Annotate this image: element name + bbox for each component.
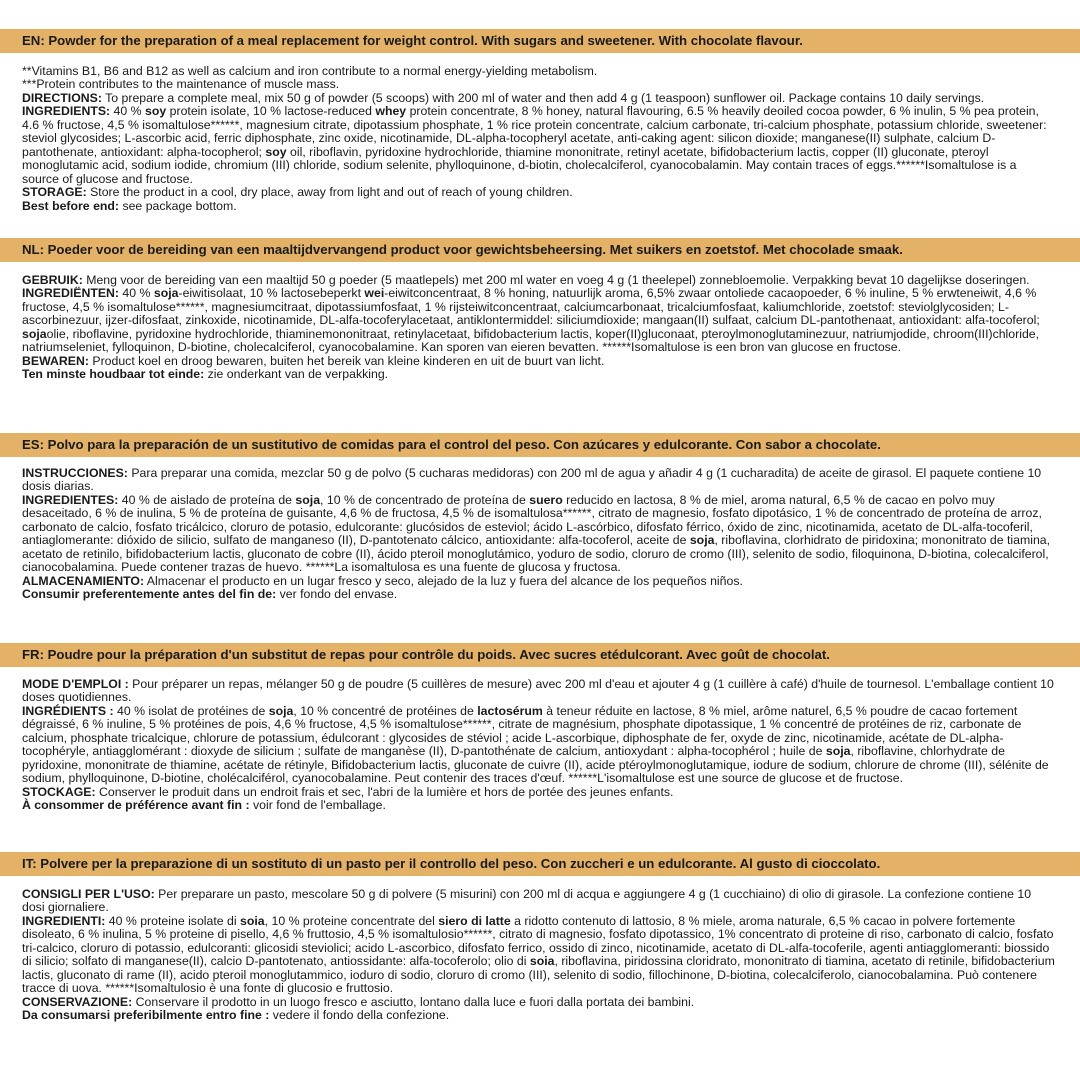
bold-term: soja xyxy=(153,286,179,301)
bold-term: wei xyxy=(364,286,385,301)
label-paragraph xyxy=(22,996,1056,1009)
bold-term: INSTRUCCIONES: xyxy=(22,466,128,480)
bold-term: soja xyxy=(268,703,294,718)
label-paragraph xyxy=(22,92,1056,186)
section-body-es xyxy=(22,467,1056,602)
section-header-it: IT: Polvere per la preparazione di un sostituto di un pasto per il controllo del peso. Con zuccheri e un edulcorante. Al gusto di cioccolato. xyxy=(0,852,1080,876)
text-run: protein isolate, 10 % lactose-reduced xyxy=(166,104,376,119)
text-run: 40 % de aislado de proteína de xyxy=(118,492,296,507)
text-run: Conserver le produit dans un endroit frais et sec, l'abri de la lumière et hors de portée des jeunes enfants. xyxy=(95,784,674,799)
text-run: ver fondo del envase. xyxy=(276,587,398,602)
bold-term: soy xyxy=(145,104,167,119)
label-paragraph xyxy=(22,186,1056,199)
section-body-nl xyxy=(22,274,1056,382)
bold-term: soia xyxy=(240,913,265,928)
section-header-fr: FR: Poudre pour la préparation d'un substitut de repas pour contrôle du poids. Avec sucres etédulcorant. Avec goût de chocolat. xyxy=(0,643,1080,667)
text-run: , riboflavina, piridossina cloridrato, mononitrato di tiamina, acetato di retinile, bifidobacterium lactis, gluconato di rame (II), acido pteroil monoglutammico, ioduro di sodio, cloruro di cromo (III), selenito di sodio, fillochinone, D-biotina, colecalciferolo, cianocobalamina. Può contenere tracce di uova. ******Isomaltulosio è una fonte di glucosio e fruttosio. xyxy=(22,954,1055,996)
text-run: vedere il fondo della confezione. xyxy=(269,1008,450,1023)
bold-term: whey xyxy=(375,104,407,119)
text-run: à teneur réduite en lactose, 8 % miel, arôme naturel, 6,5 % poudre de cacao fortement dégraissé, 6 % inuline, 5 % protéines de pois, 4,6 % fructose, 4,5 % isomaltulose******, citrate de magnésium, phosphate dipotassique, 1 % concentré de protéines de riz, carbonate de calcium, phosphate tricalcique, chlorure de potassium, édulcorant : glycosides de stéviol ; acide L-ascorbique, diphosphate de fer, oxyde de zinc, nicotinamide, acétate de DL-alpha-tocophéryle, antiagglomérant : dioxyde de silicium ; sulfate de manganèse (II), D-pantothénate de calcium, antioxydant : alpha-tocophérol ; huile de xyxy=(22,703,1022,759)
text-run: -eiwitconcentraat, 8 % honing, natuurlijk aroma, 6,5% zwaar ontoliede cacaopoeder, 6 % inuline, 5 % erwteneiwit, 4,6 % fructose, 4,5 % isomaltulose******, magnesiumcitraat, dipotassiumfosfaat, 1 % rijsteiwitconcentraat, calciumcarbonaat, tricalciumfosfaat, kaliumchloride, zoetstof: steviolglycosiden; L-ascorbinezuur, ijzer-difosfaat, zinkoxide, nicotinamide, DL-alfa-tocoferylacetaat, antiklontermiddel: siliciumdioxide; mangaan(II) sulfaat, calcium DL-pantothenaat, antioxidant: alfa-tocoferol; xyxy=(22,286,1040,328)
text-run: 40 % xyxy=(119,286,154,301)
label-paragraph xyxy=(22,65,1056,78)
text-run: Pour préparer un repas, mélanger 50 g de poudre (5 cuillères de mesure) avec 200 ml d'eau et ajouter 4 g (1 cuillère à café) d'huile de tournesol. L'emballage contient 10 doses quotidiennes. xyxy=(22,677,1054,705)
label-paragraph xyxy=(22,494,1056,575)
text-run: olie, riboflavine, pyridoxine hydrochloride, thiaminemononitraat, retinylacetaat, bifidobacterium lactis, koper(II)gluconaat, pteroylmonoglutaminezuur, natriumjodide, chroom(III)chloride, natriumseleniet, fylloquinon, D-biotine, cholecalciferol, cyanocobalamine. Kan sporen van eieren bevatten. ******Isomaltulose is een bron van glucose en fructose. xyxy=(22,326,1040,355)
bold-term: soy xyxy=(265,144,287,159)
text-run: reducido en lactosa, 8 % de miel, aroma natural, 6,5 % de cacao en polvo muy desaceitado, 6 % de inulina, 5 % de proteína de guisante, 4,6 % de fructosa, 4,5 % de isomaltulosa******, citrato de magnesio, fosfato dipotásico, 1 % de concentrado de proteína de arroz, carbonato de calcio, fosfato tricálcico, cloruro de potasio, edulcorante: glucósidos de esteviol; ácido L-ascórbico, difosfato férrico, óxido de zinc, nicotinamida, acetato de DL-alfa-tocoferil, antiaglomerante: dióxido de silicio, sulfato de manganeso (II), D-pantotenato cálcico, antioxidante: alfa-tocoferol, aceite de xyxy=(22,492,1042,548)
text-run: 40 % proteine isolate di xyxy=(105,913,241,928)
bold-term: Best before end: xyxy=(22,198,120,213)
label-paragraph xyxy=(22,575,1056,588)
section-header-es: ES: Polvo para la preparación de un sustitutivo de comidas para el control del peso. Con azúcares y edulcorante. Con sabor a chocolate. xyxy=(0,433,1080,457)
bold-term: CONSERVAZIONE: xyxy=(22,994,133,1009)
bold-term: GEBRUIK: xyxy=(22,273,83,287)
section-header-en: EN: Powder for the preparation of a meal replacement for weight control. With sugars and sweetener. With chocolate flavour. xyxy=(0,29,1080,53)
bold-term: INGREDIËNTEN: xyxy=(22,286,120,301)
section-body-it xyxy=(22,888,1056,1023)
label-paragraph xyxy=(22,1009,1056,1022)
text-run: , riboflavina, clorhidrato de piridoxina; mononitrato de tiamina, acetato de retinilo, bifidobacterium lactis, gluconato de cobre (II), ácido pteroil monoglutámico, yoduro de sodio, cloruro de cromo (III), selenito de sodio, filoquinona, D-biotina, colecalciferol, cianocobalamina. Puede contener trazas de huevo. ******La isomaltulosa es una fuente de glucosa y fructosa. xyxy=(22,533,1051,575)
label-paragraph xyxy=(22,915,1056,996)
bold-term: ALMACENAMIENTO: xyxy=(22,573,145,588)
bold-term: INGREDIENTES: xyxy=(22,492,119,507)
bold-term: soia xyxy=(529,954,555,969)
label-paragraph xyxy=(22,355,1056,368)
text-run: voir fond de l'emballage. xyxy=(249,798,386,813)
text-run: Almacenar el producto en un lugar fresco y seco, alejado de la luz y fuera del alcance de los pequeños niños. xyxy=(144,573,743,588)
bold-term: INGREDIENTI: xyxy=(22,913,106,928)
text-run: Store the product in a cool, dry place, away from light and out of reach of young children. xyxy=(86,185,573,200)
bold-term: Consumir preferentemente antes del fin de: xyxy=(22,587,277,602)
bold-term: siero di latte xyxy=(438,913,511,928)
label-paragraph xyxy=(22,368,1056,381)
text-run: , riboflavine, chlorhydrate de pyridoxine, mononitrate de thiamine, acétate de rétinyle, Bifidobacterium lactis, gluconate de cuivre (II), acide ptéroylmonoglutamique, iodure de sodium, chlorure de chrome (III), sélénite de sodium, phylloquinone, D-biotine, cholécalciférol, cyanocobalamine. Peut contenir des traces d'œuf. ******L'isomaltulose est une source de glucose et de fructose. xyxy=(22,744,1049,786)
text-run: Para preparar una comida, mezclar 50 g de polvo (5 cucharas medidoras) con 200 ml de agua y añadir 4 g (1 cucharadita) de aceite de girasol. El paquete contiene 10 dosis diarias. xyxy=(22,466,1042,494)
text-run: zie onderkant van de verpakking. xyxy=(204,367,389,382)
text-run: protein concentrate, 8 % honey, natural flavouring, 6.5 % heavily deoiled cocoa powder, 6 % inulin, 5 % pea protein, 4.6 % fructose, 4,5 % isomaltulose******, magnesium citrate, dipotassium phosphate, 1 % rice protein concentrate, calcium carbonate, tri-calcium phosphate, potassium chloride, sweetener: steviol glycosides; L-ascorbic acid, ferric diphosphate, zinc oxide, nicotinamide, DL-alpha-tocopheryl acetate, anti-caking agent: silicon dioxide; manganese(II) sulphate, calcium D-pantothenate, antioxidant: alpha-tocopherol; xyxy=(22,104,1047,159)
bold-term: INGRÉDIENTS : xyxy=(22,703,114,718)
bold-term: soja xyxy=(825,744,851,759)
text-run: see package bottom. xyxy=(119,198,237,213)
label-paragraph xyxy=(22,287,1056,354)
bold-term: soja xyxy=(22,326,47,341)
text-run: oil, riboflavin, pyridoxine hydrochloride, thiamine mononitrate, retinyl acetate, bifidobacterium lactis, copper (II) gluconate, pteroyl monoglutamic acid, sodium iodide, chromium (III) chloride, sodium selenite, phylloquinone, d-biotin, cholecalciferol, cyanocobalamin. May contain traces of eggs.******Isomaltulose is a source of glucose and fructose. xyxy=(22,144,1017,186)
bold-term: BEWAREN: xyxy=(22,353,89,368)
label-paragraph xyxy=(22,888,1056,915)
bold-term: INGREDIENTS: xyxy=(22,104,111,119)
text-run: Product koel en droog bewaren, buiten het bereik van kleine kinderen en uit de buurt van licht. xyxy=(88,353,605,368)
text-run: Per preparare un pasto, mescolare 50 g di polvere (5 misurini) con 200 ml di acqua e aggiungere 4 g (1 cucchiaino) di olio di girasole. La confezione contiene 10 dosi giornaliere. xyxy=(22,887,1032,915)
bold-term: lactosérum xyxy=(477,703,543,718)
label-paragraph xyxy=(22,705,1056,786)
text-run: , 10 % proteine concentrate del xyxy=(264,913,439,928)
section-body-en xyxy=(22,65,1056,213)
text-run: ***Protein contributes to the maintenance of muscle mass. xyxy=(22,77,340,92)
label-paragraph xyxy=(22,799,1056,812)
label-paragraph xyxy=(22,78,1056,91)
bold-term: À consommer de préférence avant fin : xyxy=(22,798,250,813)
text-run: Meng voor de bereiding van een maaltijd 50 g poeder (5 maatlepels) met 200 ml water en voeg 4 g (1 theelepel) zonnebloemolie. Verpakking bevat 10 dagelijkse doseringen. xyxy=(82,273,1030,287)
text-run: -eiwitisolaat, 10 % lactosebeperkt xyxy=(178,286,365,301)
text-run: To prepare a complete meal, mix 50 g of powder (5 scoops) with 200 ml of water and then add 4 g (1 teaspoon) sunflower oil. Package contains 10 daily servings. xyxy=(101,90,985,105)
text-run: a ridotto contenuto di lattosio, 8 % miele, aroma naturale, 6,5 % cacao in polvere fortemente disoleato, 6 % inulina, 5 % proteine di pisello, 4,6 % fruttosio, 4,5 % isomaltulosio******, citrato di magnesio, fosfato dipotassico, 1% concentrato di proteine di riso, carbonato di calcio, fosfato tri-calcico, cloruro di potassio, edulcoranti: glicosidi steviolici; acido L-ascorbico, difosfato ferrico, ossido di zinco, nicotinamide, acetato di DL-alfa-tocoferile, agenti antiagglomeranti: biossido di silicio; solfato di manganese(II), calcio D-pantotenato, antiossidante: alfa-tocoferolo; olio di xyxy=(22,913,1054,969)
bold-term: DIRECTIONS: xyxy=(22,90,102,105)
text-run: , 10 % concentré de protéines de xyxy=(293,703,478,718)
text-run: 40 % isolat de protéines de xyxy=(113,703,269,718)
text-run: , 10 % de concentrado de proteína de xyxy=(320,492,530,507)
label-paragraph xyxy=(22,200,1056,213)
bold-term: STOCKAGE: xyxy=(22,784,96,799)
text-run: Conservare il prodotto in un luogo fresco e asciutto, lontano dalla luce e fuori dalla portata dei bambini. xyxy=(132,994,695,1009)
bold-term: Da consumarsi preferibilmente entro fine : xyxy=(22,1008,270,1023)
section-body-fr xyxy=(22,678,1056,813)
text-run: **Vitamins B1, B6 and B12 as well as calcium and iron contribute to a normal energy-yielding metabolism. xyxy=(22,64,598,78)
bold-term: Ten minste houdbaar tot einde: xyxy=(22,367,205,382)
label-paragraph xyxy=(22,588,1056,601)
bold-term: MODE D'EMPLOI : xyxy=(22,677,129,691)
label-paragraph xyxy=(22,467,1056,494)
bold-term: CONSIGLI PER L'USO: xyxy=(22,887,155,901)
text-run: 40 % xyxy=(110,104,146,119)
bold-term: STORAGE: xyxy=(22,185,87,200)
label-paragraph xyxy=(22,678,1056,705)
bold-term: suero xyxy=(529,492,563,507)
bold-term: soja xyxy=(295,492,321,507)
section-header-nl: NL: Poeder voor de bereiding van een maaltijdvervangend product voor gewichtsbeheersing. Met suikers en zoetstof. Met chocolade smaak. xyxy=(0,238,1080,262)
bold-term: soja xyxy=(689,533,715,548)
